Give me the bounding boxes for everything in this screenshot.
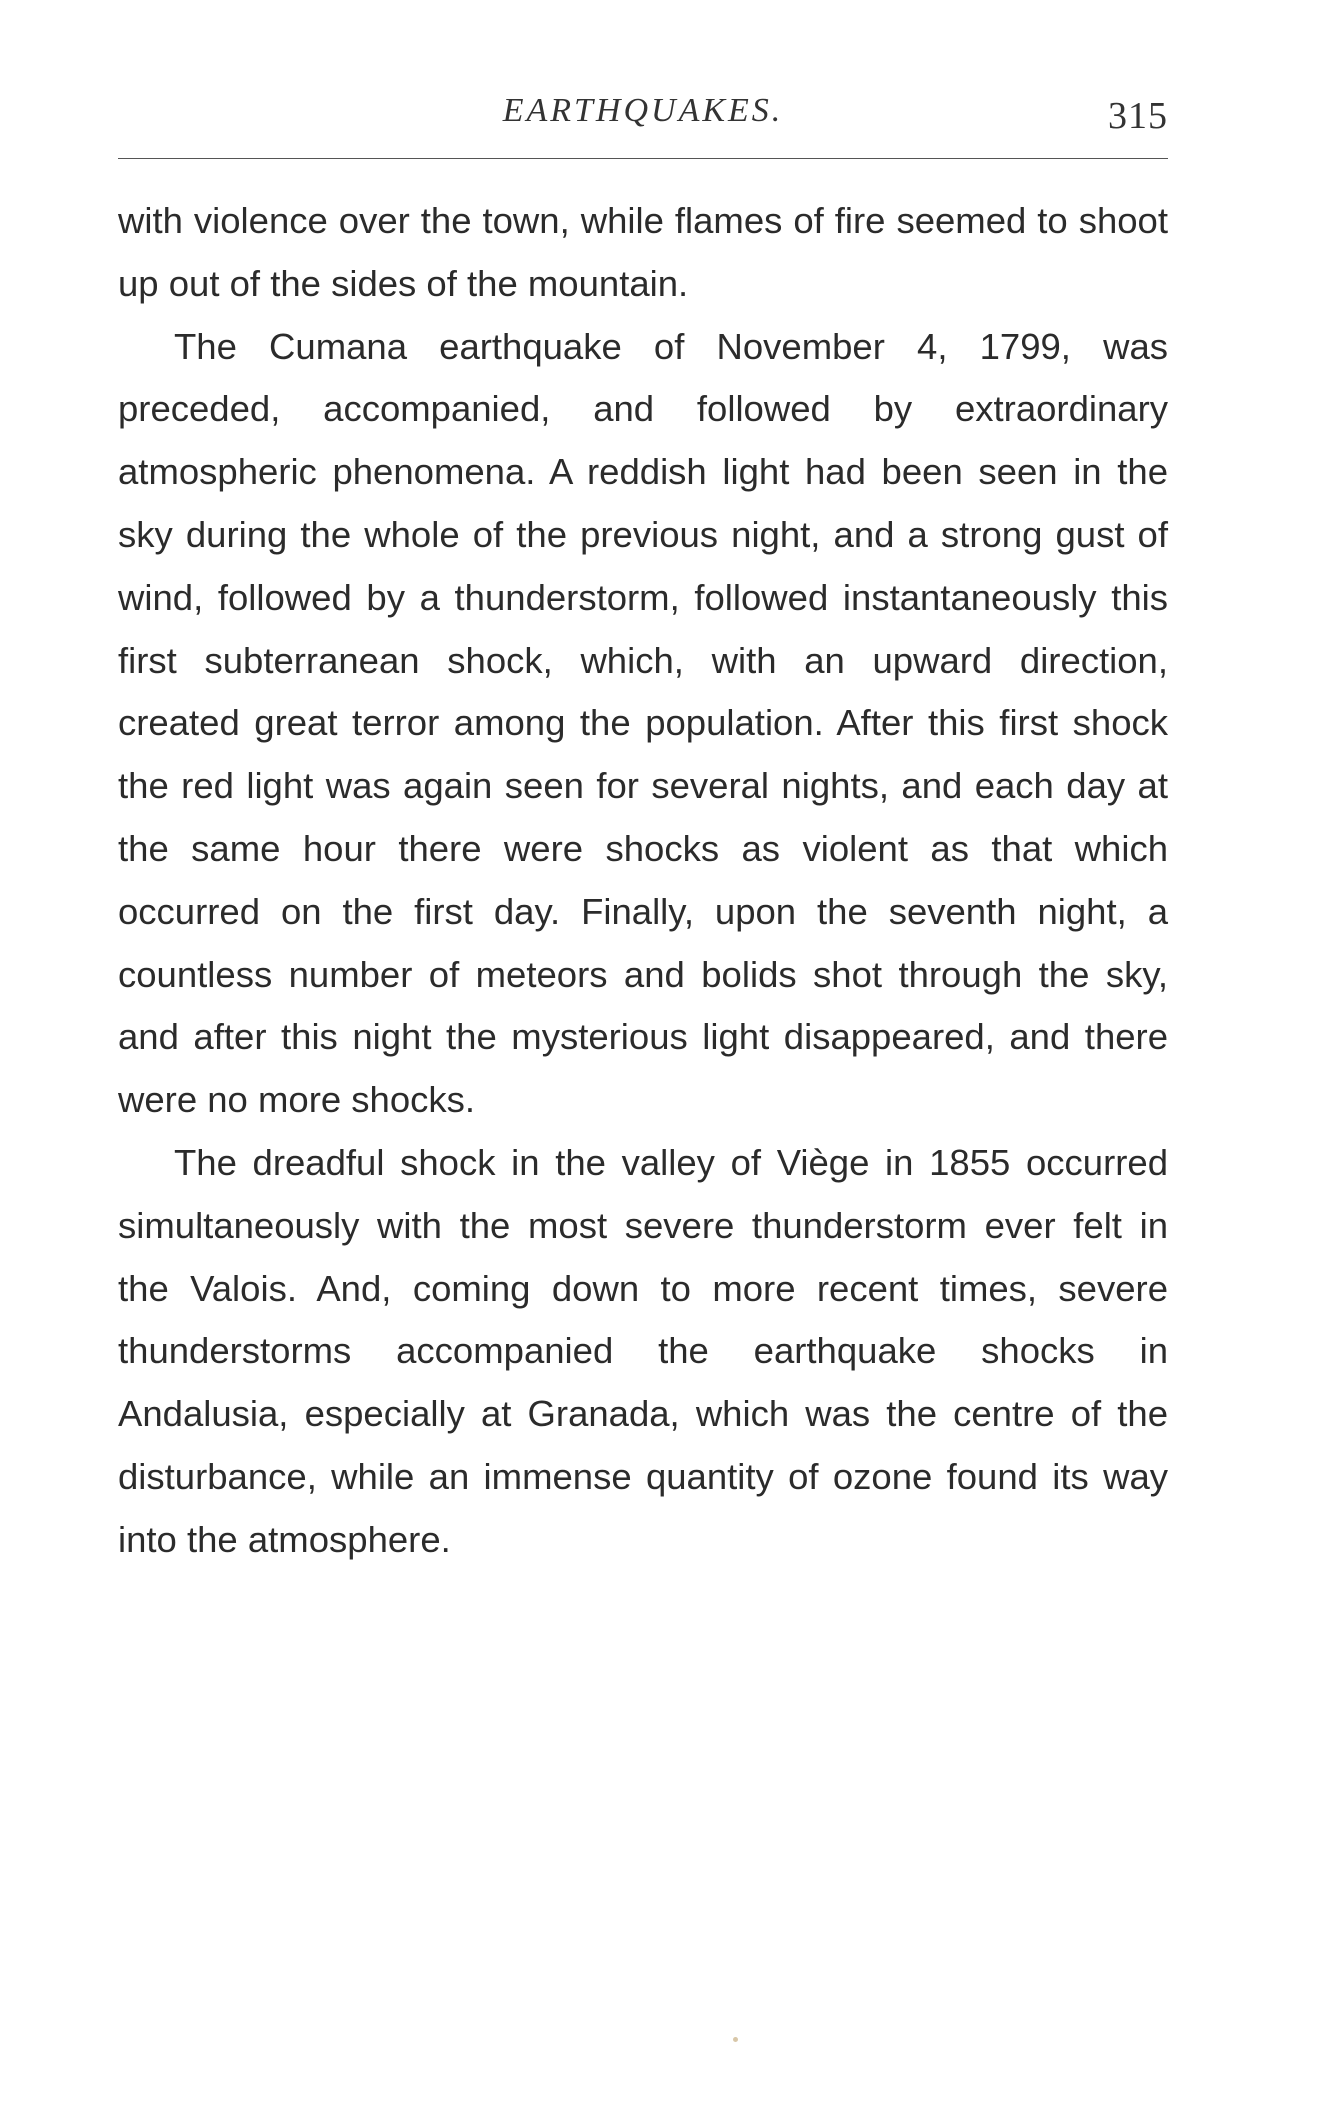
paragraph-continued: with violence over the town, while flames of fire seemed to shoot up out of the sides of the mountain. <box>118 200 1168 304</box>
paper-speck <box>733 2037 738 2042</box>
paragraph-viege-shock: The dreadful shock in the valley of Viège in 1855 occurred simultaneously with the most severe thunderstorm ever felt in the Valois. And, coming down to more recent times, severe thunderstorms accompanied the earthquake shocks in Andalusia, especially at Granada, which was the centre of the disturbance, while an immense quantity of ozone found its way into the atmosphere. <box>118 1141 1168 1560</box>
body-text <box>118 190 1168 1572</box>
header-rule <box>118 158 1168 159</box>
running-title: EARTHQUAKES. <box>502 92 784 129</box>
page-number: 315 <box>1108 95 1168 137</box>
paragraph-cumana-earthquake: The Cumana earthquake of November 4, 1799, was preceded, accompanied, and followed by extraordinary atmospheric phenomena. A reddish light had been seen in the sky during the whole of the previous night, and a strong gust of wind, followed by a thunderstorm, followed instantaneously this first subterranean shock, which, with an upward direction, created great terror among the population. After this first shock the red light was again seen for several nights, and each day at the same hour there were shocks as violent as that which occurred on the first day. Finally, upon the seventh night, a countless number of meteors and bolids shot through the sky, and after this night the mysterious light disappeared, and there were no more shocks. <box>118 325 1168 1121</box>
running-head <box>118 92 1168 144</box>
